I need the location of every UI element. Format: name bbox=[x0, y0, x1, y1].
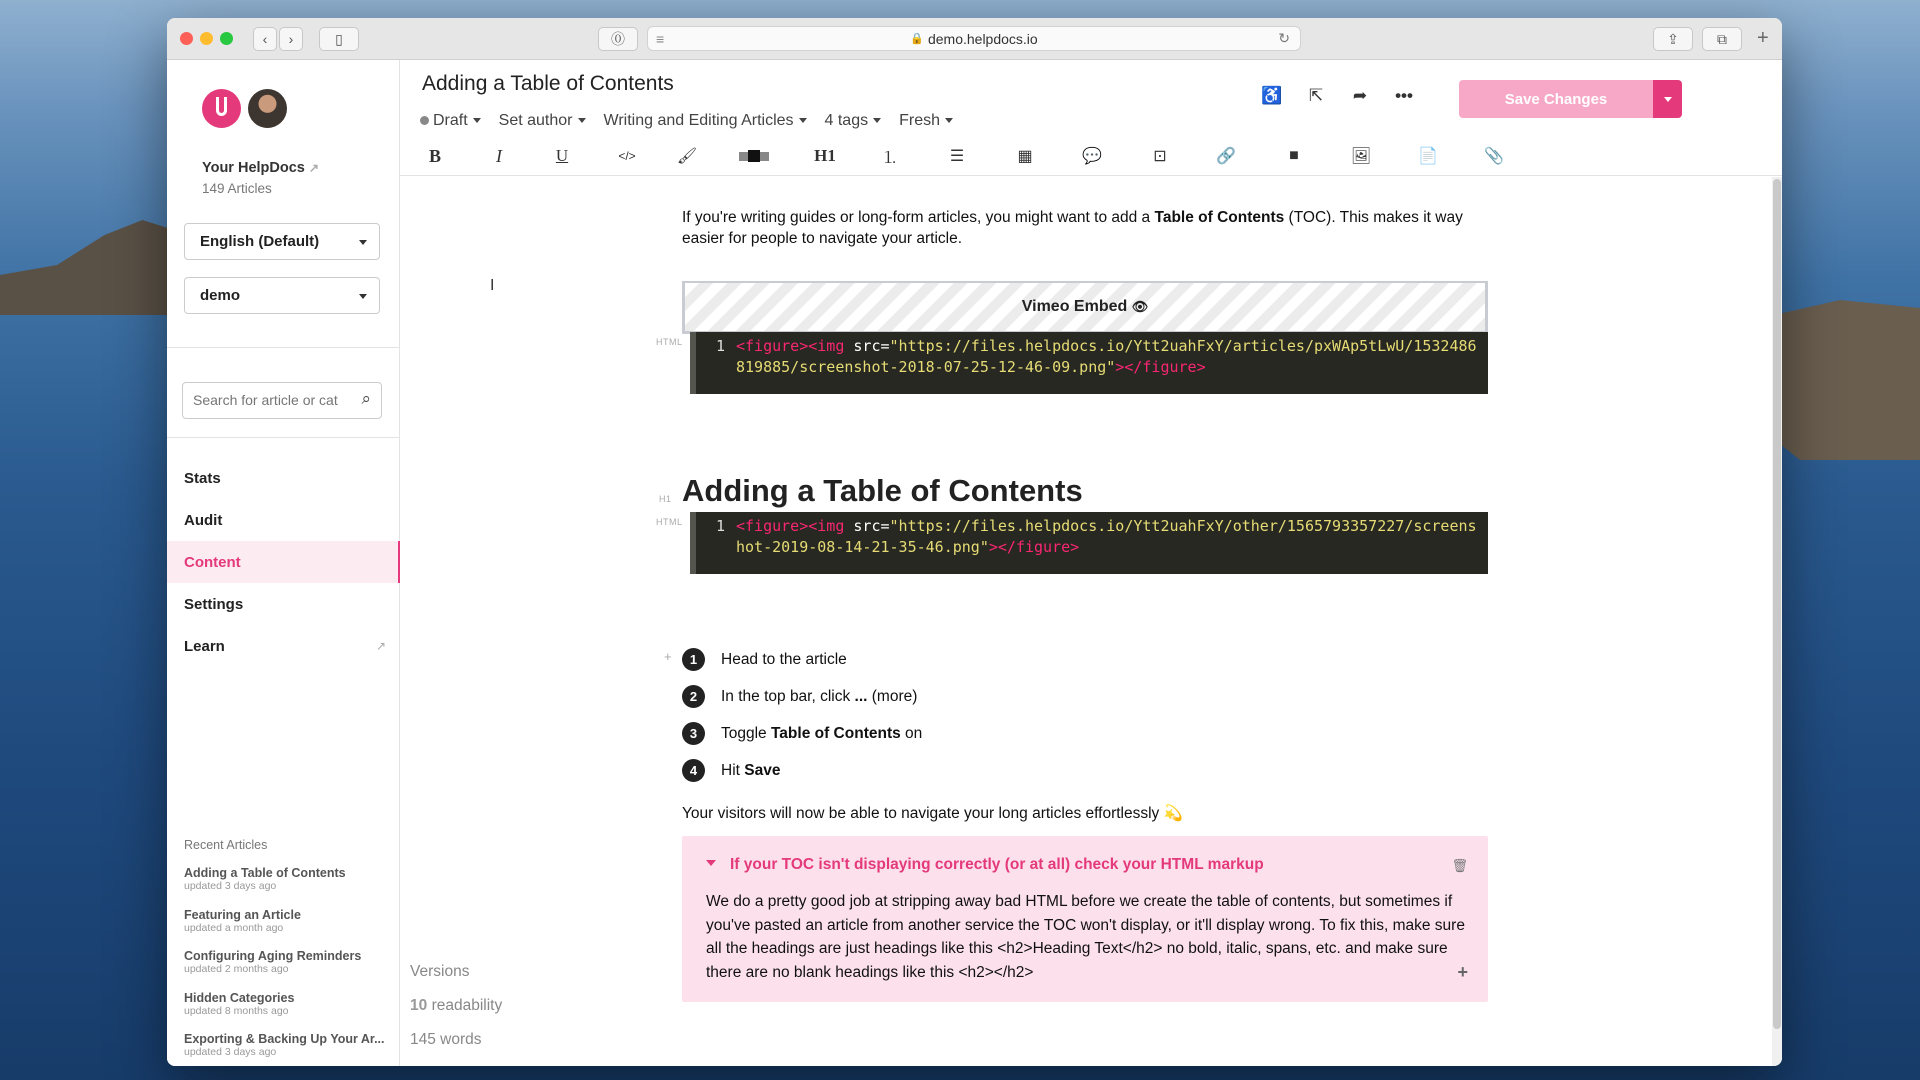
word-count: 145 words bbox=[410, 1031, 482, 1048]
minimize-window-button[interactable] bbox=[200, 32, 213, 45]
block-type-label: H1 bbox=[659, 494, 672, 504]
text-cursor-icon: I bbox=[490, 277, 495, 294]
list-item[interactable]: 3 Toggle Table of Contents on bbox=[682, 722, 922, 745]
closing-paragraph[interactable]: Your visitors will now be able to navigate your long articles effortlessly 💫 bbox=[682, 805, 1183, 822]
nav-audit[interactable]: Audit bbox=[184, 511, 223, 529]
user-avatar[interactable] bbox=[248, 89, 287, 128]
collapse-caret-icon[interactable] bbox=[706, 860, 716, 866]
bold-icon[interactable]: B bbox=[428, 145, 441, 166]
article-title[interactable]: Adding a Table of Contents bbox=[422, 72, 674, 95]
video-icon[interactable]: ■ bbox=[1289, 147, 1299, 164]
address-bar[interactable] bbox=[647, 26, 1301, 51]
url-text: demo.helpdocs.io bbox=[927, 30, 1038, 47]
sidebar-toggle-icon[interactable]: ▯ bbox=[319, 27, 359, 51]
underline-icon[interactable]: U bbox=[555, 146, 569, 165]
html-code-block[interactable]: 1 <figure><img src="https://files.helpdocs.io/Ytt2uahFxY/articles/pxWAp5tLwU/1532486819885/screenshot-2018-07-25-12-46-09.png"></figure> bbox=[690, 332, 1488, 394]
nav-stats[interactable]: Stats bbox=[184, 469, 221, 487]
tabs-overview-icon[interactable]: ⧉ bbox=[1702, 27, 1742, 51]
site-select[interactable]: demo bbox=[184, 277, 380, 314]
share-icon[interactable]: ⇪ bbox=[1653, 27, 1693, 51]
category-dropdown[interactable]: Writing and Editing Articles bbox=[604, 112, 807, 130]
add-icon[interactable]: + bbox=[1457, 962, 1468, 982]
recent-item[interactable]: Featuring an Article updated a month ago bbox=[184, 908, 301, 934]
nav-content[interactable]: Content bbox=[167, 541, 400, 583]
eye-icon[interactable]: 👁 bbox=[1131, 299, 1149, 314]
color-swatch-icon[interactable] bbox=[734, 144, 774, 168]
articles-count: 149 Articles bbox=[202, 181, 272, 196]
status-dropdown[interactable]: Draft bbox=[420, 112, 481, 130]
external-link-icon: ↗ bbox=[375, 639, 386, 653]
zoom-window-button[interactable] bbox=[220, 32, 233, 45]
table-icon[interactable]: ▦ bbox=[1017, 148, 1033, 165]
callout-block[interactable] bbox=[682, 836, 1488, 1002]
recent-item[interactable]: Exporting & Backing Up Your Ar... updated 3 days ago bbox=[184, 1032, 385, 1058]
italic-icon[interactable]: I bbox=[496, 145, 502, 166]
tags-dropdown[interactable]: 4 tags bbox=[825, 112, 882, 130]
file-icon[interactable]: 📄 bbox=[1418, 148, 1438, 165]
callout-body[interactable]: We do a pretty good job at stripping away bad HTML before we create the table of contents, but sometimes if you've pasted an article from another service the TOC won't display, or it'll display wrong. To fix this, make sure all the headings are just headings like this <h2>Heading Text</h2> no bold, italic, spans, etc. and make sure there are no blank headings like this <h2></h2> bbox=[706, 893, 1465, 981]
intro-paragraph[interactable]: If you're writing guides or long-form articles, you might want to add a Table of Contents (TOC). This makes it way easier for people to navigate your article. bbox=[682, 209, 1463, 247]
editor-header bbox=[400, 60, 1782, 176]
comment-icon[interactable]: 💬 bbox=[1082, 148, 1102, 165]
editor-content[interactable] bbox=[400, 177, 1772, 1066]
list-item[interactable]: 2 In the top bar, click ... (more) bbox=[682, 685, 917, 708]
versions-link[interactable]: Versions bbox=[410, 963, 470, 980]
nav-settings[interactable]: Settings bbox=[184, 595, 244, 613]
callout-title[interactable]: If your TOC isn't displaying correctly (or at all) check your HTML markup bbox=[730, 856, 1264, 873]
close-window-button[interactable] bbox=[180, 32, 193, 45]
desktop-background-land-left bbox=[0, 215, 190, 315]
save-options-dropdown[interactable] bbox=[1653, 80, 1682, 118]
browser-titlebar bbox=[167, 18, 1782, 60]
browser-window bbox=[167, 18, 1782, 1066]
list-item[interactable]: 4 Hit Save bbox=[682, 759, 780, 782]
search-input[interactable] bbox=[193, 392, 343, 408]
password-icon[interactable]: ⓪ bbox=[598, 27, 638, 51]
language-select[interactable]: English (Default) bbox=[184, 223, 380, 260]
freshness-dropdown[interactable]: Fresh bbox=[899, 112, 953, 130]
recent-item[interactable]: Configuring Aging Reminders updated 2 months ago bbox=[184, 949, 362, 975]
search-box[interactable] bbox=[182, 382, 382, 419]
nav-learn[interactable] bbox=[167, 625, 400, 667]
article-meta-bar bbox=[420, 112, 953, 130]
vimeo-embed-block[interactable]: Vimeo Embed 👁 bbox=[682, 281, 1488, 334]
scrollbar[interactable] bbox=[1772, 177, 1782, 1066]
reader-icon[interactable]: ≡ bbox=[656, 30, 665, 47]
article-heading[interactable]: Adding a Table of Contents bbox=[682, 473, 1083, 508]
accessibility-icon[interactable]: ♿ bbox=[1261, 86, 1283, 105]
add-block-icon[interactable]: + bbox=[664, 649, 672, 664]
inline-code-icon[interactable]: </> bbox=[618, 149, 636, 163]
recent-item[interactable]: Hidden Categories updated 8 months ago bbox=[184, 991, 295, 1017]
image-icon[interactable]: 🖼 bbox=[1350, 148, 1372, 165]
callout-icon[interactable]: ⊡ bbox=[1153, 148, 1167, 165]
ordered-list-icon[interactable]: ⒈ bbox=[881, 149, 898, 167]
editor-main bbox=[400, 60, 1782, 1066]
new-tab-icon[interactable]: + bbox=[1757, 27, 1769, 49]
bullet-list-icon[interactable]: ☰ bbox=[949, 148, 965, 165]
nav-learn-label: Learn bbox=[184, 637, 225, 655]
formatting-toolbar bbox=[422, 144, 1782, 168]
helpdocs-logo[interactable] bbox=[202, 89, 241, 128]
attachment-icon[interactable]: 📎 bbox=[1484, 148, 1504, 165]
block-type-label: HTML bbox=[656, 517, 683, 527]
recent-articles-heading: Recent Articles bbox=[184, 838, 268, 852]
sidebar bbox=[167, 60, 400, 1066]
status-dot-icon bbox=[420, 116, 429, 125]
back-icon[interactable]: ‹ bbox=[253, 27, 277, 51]
line-number: 1 bbox=[716, 337, 726, 355]
external-link-icon: ↗ bbox=[308, 161, 319, 175]
share-arrow-icon[interactable]: ➦ bbox=[1352, 86, 1368, 105]
open-external-icon[interactable]: ⇱ bbox=[1308, 86, 1324, 105]
readability-score: 10 readability bbox=[410, 997, 503, 1014]
recent-item[interactable]: Adding a Table of Contents updated 3 days ago bbox=[184, 866, 346, 892]
trash-icon[interactable]: 🗑 bbox=[1451, 858, 1468, 873]
author-dropdown[interactable]: Set author bbox=[499, 112, 586, 130]
line-number: 1 bbox=[716, 517, 726, 535]
more-options-icon[interactable]: ••• bbox=[1395, 86, 1413, 105]
search-icon[interactable]: ⌕ bbox=[361, 389, 371, 408]
link-icon[interactable]: 🔗 bbox=[1216, 148, 1236, 165]
save-changes-button[interactable]: Save Changes bbox=[1459, 80, 1653, 118]
brush-icon[interactable]: 🖌 bbox=[676, 148, 698, 165]
forward-icon[interactable]: › bbox=[279, 27, 303, 51]
list-item[interactable]: 1 Head to the article bbox=[682, 648, 847, 671]
reload-icon[interactable]: ↻ bbox=[1278, 30, 1290, 46]
heading-icon[interactable]: H1 bbox=[814, 146, 836, 165]
lock-icon: 🔒 bbox=[910, 33, 924, 45]
html-code-block[interactable]: 1 <figure><img src="https://files.helpdocs.io/Ytt2uahFxY/other/1565793357227/screenshot-2019-08-14-21-35-46.png"></figure> bbox=[690, 512, 1488, 574]
brand-name[interactable]: Your HelpDocs ↗ bbox=[202, 160, 319, 176]
block-type-label: HTML bbox=[656, 337, 683, 347]
